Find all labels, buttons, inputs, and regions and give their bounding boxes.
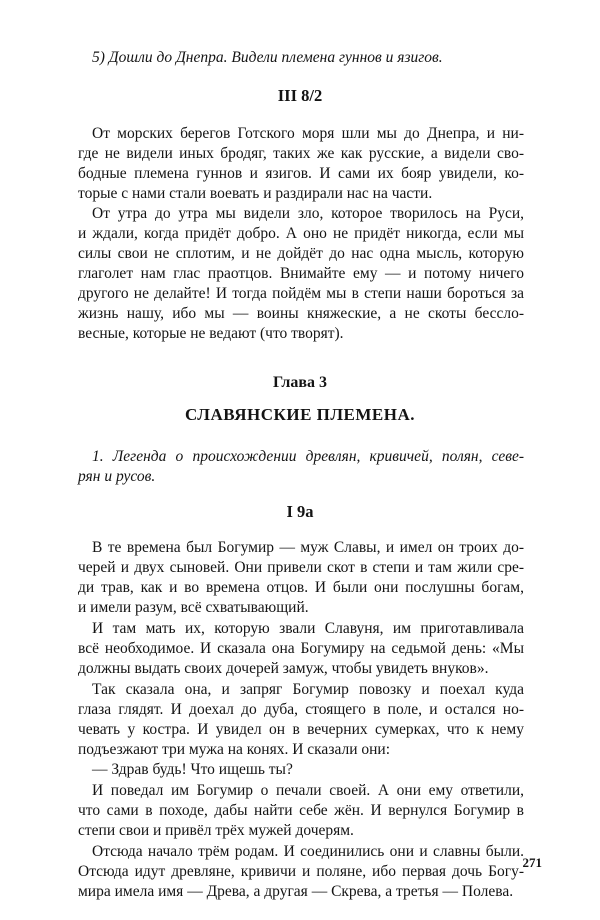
chapter-title: СЛАВЯНСКИЕ ПЛЕМЕНА. (184, 405, 416, 424)
source-reference-b: I 9a (286, 502, 314, 521)
paragraph-line: глаза глядят. И доехал до дуба, стоящего в поле, и остался но- (78, 701, 524, 718)
paragraph-line: торые с нами стали воевать и раздирали нас на части. (78, 185, 433, 202)
section-heading-1: 1. Легенда о происхождении древлян, кривичей, полян, севе- (92, 448, 524, 465)
section-heading-5: 5) Дошли до Днепра. Видели племена гуннов и язигов. (92, 49, 443, 66)
paragraph-line: и ждали, когда придёт добро. А оно не придёт никогда, если мы (78, 225, 524, 242)
paragraph-line: всё необходимое. И сказала она Богумиру на седьмой день: «Мы (78, 640, 524, 657)
paragraph-line: Отсюда идут древляне, кривичи и поляне, ибо первая дочь Богу- (78, 863, 524, 880)
chapter-number: Глава 3 (273, 374, 327, 391)
paragraph-line: И там мать их, которую звали Славуня, им приготавливала (92, 620, 524, 637)
paragraph-line: От морских берегов Готского моря шли мы до Днепра, и ни- (92, 125, 524, 142)
source-reference-a: III 8/2 (277, 86, 323, 105)
paragraph-line: мира имела имя — Древа, а другая — Скрева, а третья — Полева. (78, 883, 514, 900)
paragraph-line: И поведал им Богумир о печали своей. А они ему ответили, (92, 782, 524, 799)
paragraph-line: жизнь нашу, ибо мы — воины княжеские, а не скоты бессло- (78, 305, 524, 322)
paragraph-line: Так сказала она, и запряг Богумир повозку и поехал куда (92, 681, 524, 698)
paragraph-line: весные, которые не ведают (что творят). (78, 325, 344, 342)
paragraph-line: силы свои не сплотим, и не дойдёт до нас одна мысль, которую (78, 245, 524, 262)
paragraph-line: другого не делайте! И тогда пойдём мы в степи наши бороться за (78, 285, 524, 302)
paragraph-line: где не видели иных бродяг, таких же как русские, а видели сво- (78, 145, 524, 162)
paragraph-line: и имели разум, всё схватывающий. (78, 599, 309, 616)
paragraph-line: В те времена был Богумир — муж Славы, и имел он троих до- (92, 539, 524, 556)
paragraph-line: бодные племена гуннов и язигов. И сами их бояр увидели, ко- (78, 165, 524, 182)
paragraph-line: Отсюда начало трём родам. И соединились они и славны были. (92, 843, 524, 860)
dialogue-line: — Здрав будь! Что ищешь ты? (92, 761, 293, 778)
section-heading-1-cont: рян и русов. (78, 468, 156, 485)
paragraph-line: чевать у костра. И увидел он в вечерних сумерках, что к нему (78, 721, 524, 738)
paragraph-line: степи свои и привёл трёх мужей дочерям. (78, 822, 354, 839)
paragraph-line: что сами в походе, дабы найти себе жён. И вернулся Богумир в (78, 802, 524, 819)
paragraph-line: глаголет нам глас праотцов. Внимайте ему — и потому ничего (78, 265, 524, 282)
paragraph-line: должны выдать своих дочерей замуж, чтобы увидеть внуков». (78, 660, 489, 677)
paragraph-line: черей и двух сыновей. Они привели скот в степи и там жили сре- (78, 559, 524, 576)
page-number: 271 (522, 855, 542, 870)
paragraph-line: подъезжают три мужа на конях. И сказали они: (78, 741, 391, 758)
paragraph-line: От утра до утра мы видели зло, которое творилось на Руси, (92, 205, 524, 222)
paragraph-line: ди трав, как и во времена отцов. И были они послушны богам, (78, 579, 524, 596)
